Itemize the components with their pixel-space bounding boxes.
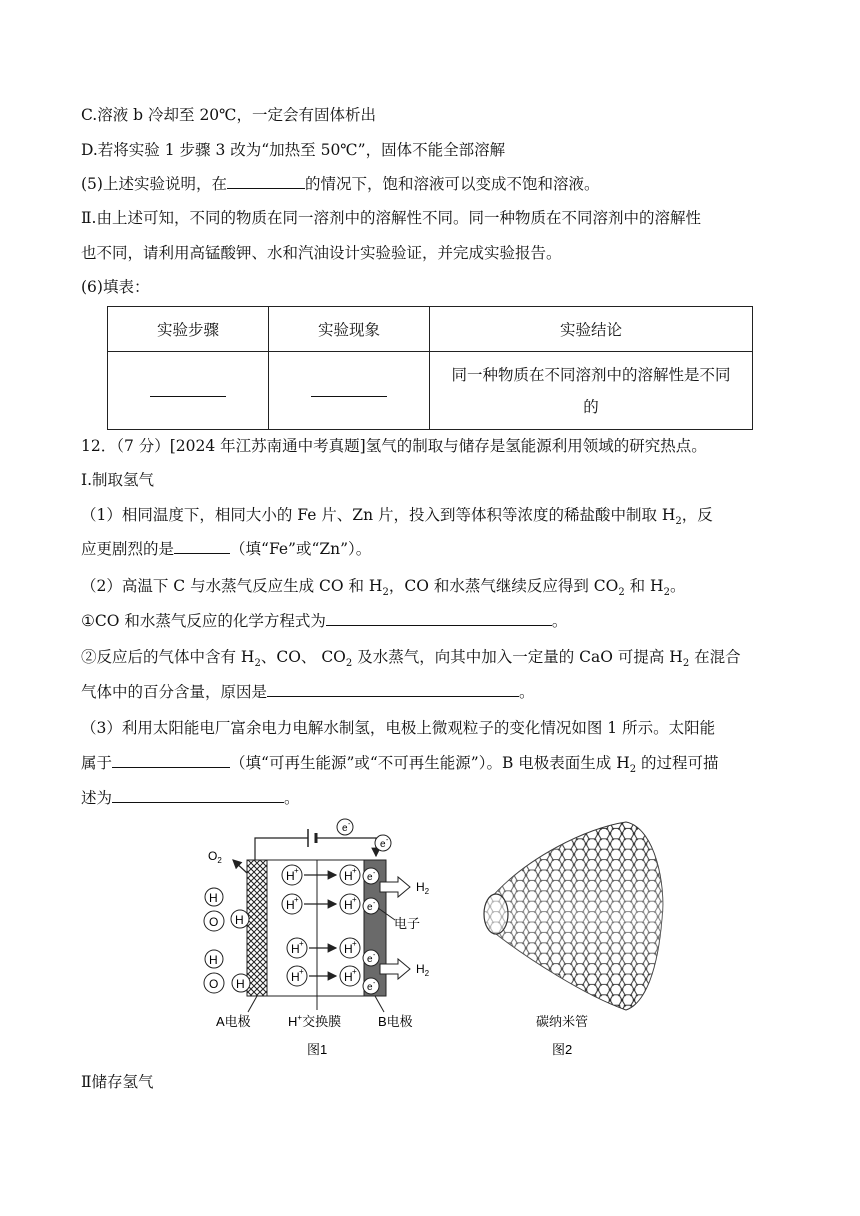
electron-particle: [363, 868, 379, 884]
answer-blank[interactable]: [112, 752, 230, 768]
svg-text:+: +: [352, 939, 357, 948]
a-electrode-label: A电极: [216, 1014, 251, 1029]
text: （填“可再生能源”或“不可再生能源”）。B 电极表面生成 H: [230, 754, 630, 772]
svg-text:H: H: [344, 898, 353, 912]
h2-label: $H_2$: [416, 962, 430, 978]
q12-part3-line1: （3）利用太阳能电厂富余电力电解水制氢，电极上微观粒子的变化情况如图 1 所示。太阳能: [81, 719, 716, 737]
text: 和 H: [624, 577, 664, 595]
h2-label: $H_2$: [416, 880, 430, 896]
q12-part3-line3: [81, 786, 300, 808]
section-ii-line2: 也不同，请利用高锰酸钾、水和汽油设计实验验证，并完成实验报告。: [81, 244, 562, 262]
svg-text:e: e: [367, 954, 373, 965]
text: ，CO 和水蒸气继续反应得到 CO: [388, 577, 619, 595]
svg-text:+: +: [299, 967, 304, 976]
text: 及水蒸气，向其中加入一定量的 CaO 可提高 H: [352, 648, 683, 666]
svg-text:H: H: [344, 942, 353, 956]
svg-text:-: -: [373, 870, 376, 877]
electron-particle: [363, 898, 379, 914]
label-pointer: [248, 996, 257, 1012]
text: 。: [551, 612, 568, 630]
text: 在混合: [689, 648, 741, 666]
svg-text:e: e: [367, 902, 373, 913]
a-electrode-plate: [247, 860, 267, 996]
svg-text:-: -: [373, 980, 376, 987]
svg-text:+: +: [352, 895, 357, 904]
q12-part2-item2-line2: [81, 680, 535, 702]
svg-text:-: -: [373, 952, 376, 959]
table-header-phenomena: 实验现象: [269, 307, 430, 352]
text: 应更剧烈的是: [81, 540, 175, 558]
svg-text:O: O: [209, 977, 219, 991]
hydrogen-ion: [282, 894, 302, 914]
svg-text:+: +: [294, 895, 299, 904]
text: ②反应后的气体中含有 H: [81, 648, 255, 666]
answer-blank[interactable]: [112, 787, 284, 803]
option-c: C.溶液 b 冷却至 20℃，一定会有固体析出: [81, 106, 377, 124]
svg-text:+: +: [294, 866, 299, 875]
wire: [255, 838, 308, 860]
text: （1）相同温度下，相同大小的 Fe 片、Zn 片，投入到等体积等浓度的稀盐酸中制取 H: [81, 506, 676, 524]
hydrogen-ion: [287, 938, 307, 958]
conclusion-line1: 同一种物质在不同溶剂中的溶解性是不同: [451, 365, 731, 384]
figure-1-caption: 图1: [307, 1042, 328, 1057]
svg-text:H: H: [235, 913, 244, 927]
b-electrode-label: B电极: [378, 1014, 413, 1029]
svg-text:H: H: [209, 953, 218, 967]
answer-blank[interactable]: [150, 381, 226, 397]
answer-blank[interactable]: [227, 173, 305, 189]
figure-2-caption: 图2: [552, 1042, 573, 1057]
subscript: 2: [254, 658, 261, 670]
text: （2）高温下 C 与水蒸气反应生成 CO 和 H: [81, 577, 383, 595]
subscript: 2: [618, 587, 625, 599]
answer-blank[interactable]: [174, 538, 230, 554]
svg-text:+: +: [299, 939, 304, 948]
table-header-steps: 实验步骤: [108, 307, 269, 352]
text: ①CO 和水蒸气反应的化学方程式为: [81, 612, 326, 630]
svg-text:-: -: [373, 900, 376, 907]
section-ii-storage-title: Ⅱ储存氢气: [81, 1073, 154, 1091]
text: 属于: [81, 754, 113, 772]
text: 的过程可描: [636, 754, 719, 772]
option-d: D.若将实验 1 步骤 3 改为“加热至 50℃”，固体不能全部溶解: [81, 141, 506, 159]
hydrogen-ion: [340, 966, 360, 986]
subscript: 2: [682, 658, 690, 670]
section-ii-line1: Ⅱ.由上述可知，不同的物质在同一溶剂中的溶解性不同。同一种物质在不同溶剂中的溶解性: [81, 209, 701, 227]
hydrogen-ion: [282, 865, 302, 885]
nanotube-label: 碳纳米管: [536, 1014, 589, 1029]
electron-particle: [337, 819, 353, 835]
svg-text:e: e: [380, 839, 386, 850]
wire-arrow: [316, 838, 376, 856]
subscript: 2: [382, 587, 389, 599]
subscript: 2: [629, 764, 637, 776]
svg-text:H: H: [291, 970, 300, 984]
svg-text:H: H: [209, 891, 218, 905]
q12-part1-line2: [81, 537, 371, 559]
hydrogen-ion: [340, 938, 360, 958]
nanotube-opening-mesh: [484, 894, 508, 934]
q12-part3-line2: [81, 751, 719, 775]
svg-text:+: +: [352, 866, 357, 875]
water-molecule: [204, 888, 249, 931]
conclusion-line2: 的: [583, 397, 599, 416]
text: （填“Fe”或“Zn”）。: [230, 540, 372, 558]
hydrogen-ion: [340, 865, 360, 885]
q12-part2-item2-line1: [81, 645, 741, 669]
text: 述为: [81, 789, 113, 807]
text: 。: [519, 683, 535, 701]
text: 气体中的百分含量，原因是: [81, 683, 268, 701]
nanotube-shading: [491, 822, 663, 1010]
table-cell-phenomena[interactable]: [269, 352, 430, 430]
hydrogen-ion: [340, 894, 360, 914]
q12-part2-item1: [81, 609, 567, 631]
q12-part2: [81, 574, 685, 598]
answer-blank[interactable]: [267, 681, 519, 697]
svg-text:O: O: [209, 915, 219, 929]
subscript: 2: [345, 658, 353, 670]
text: 。: [284, 789, 300, 807]
electron-particle: [363, 978, 379, 994]
svg-text:e: e: [367, 982, 373, 993]
svg-text:H: H: [344, 970, 353, 984]
label-pointer: [375, 996, 384, 1012]
svg-text:H: H: [286, 898, 295, 912]
svg-text:e: e: [367, 872, 373, 883]
membrane-label: H+交换膜: [288, 1013, 342, 1029]
answer-blank[interactable]: [311, 381, 387, 397]
question-12-title: 12．（7 分）[2024 年江苏南通中考真题]氢气的制取与储存是氢能源利用领域的研究热点。: [81, 437, 707, 455]
svg-text:H: H: [236, 977, 245, 991]
table-header-conclusion: 实验结论: [430, 307, 753, 352]
svg-text:H: H: [344, 869, 353, 883]
text: ，反: [681, 506, 713, 524]
svg-text:H: H: [286, 869, 295, 883]
o2-arrow: [233, 860, 247, 873]
svg-text:H: H: [291, 942, 300, 956]
figure-2-carbon-nanotube: [466, 818, 666, 1058]
q5-text-b: 的情况下，饱和溶液可以变成不饱和溶液。: [304, 175, 600, 193]
text: 、CO、 CO: [260, 648, 346, 666]
electron-label: 电子: [394, 916, 421, 931]
svg-text:e: e: [342, 823, 348, 834]
table-cell-conclusion: [430, 352, 753, 430]
question-6: (6)填表：: [81, 278, 150, 296]
subscript: 2: [663, 587, 670, 599]
hydrogen-ion: [287, 966, 307, 986]
q12-part1-line1: [81, 503, 713, 527]
q5-text-a: (5)上述实验说明，在: [81, 175, 227, 193]
electron-particle: [375, 835, 391, 851]
svg-text:-: -: [348, 821, 351, 828]
electron-particle: [363, 950, 379, 966]
svg-text:+: +: [352, 967, 357, 976]
text: 。: [669, 577, 686, 595]
water-molecule: [204, 950, 250, 993]
question-5: [81, 172, 599, 194]
experiment-report-table: [107, 306, 753, 430]
table-cell-steps[interactable]: [108, 352, 269, 430]
figure-1-electrolysis-diagram: [200, 818, 450, 1058]
subscript: 2: [675, 516, 682, 528]
section-i-title: Ⅰ.制取氢气: [81, 471, 155, 489]
answer-blank[interactable]: [326, 610, 552, 626]
svg-text:-: -: [386, 837, 389, 844]
o2-label: $O_2$: [208, 849, 222, 865]
